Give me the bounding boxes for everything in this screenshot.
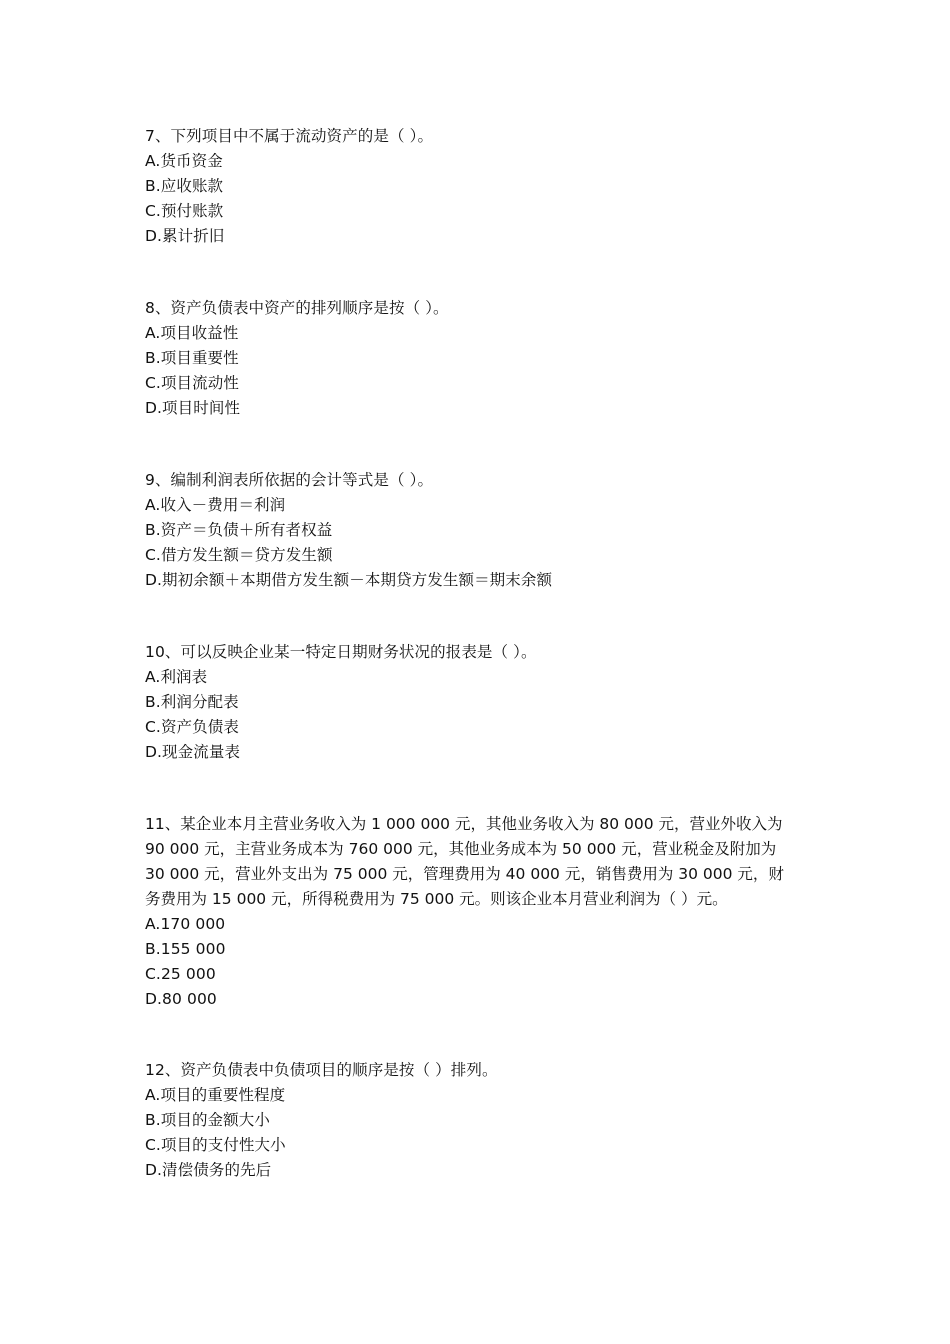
question-stem: 12、资产负债表中负债项目的顺序是按（ ）排列。 xyxy=(145,1061,498,1079)
question-11 xyxy=(145,812,815,1012)
option-d: D.期初余额＋本期借方发生额－本期贷方发生额＝期末余额 xyxy=(145,571,553,589)
question-10 xyxy=(145,640,815,765)
question-stem: 10、可以反映企业某一特定日期财务状况的报表是（ ）。 xyxy=(145,643,537,661)
option-c: C.25 000 xyxy=(145,965,216,983)
option-a: A.收入－费用＝利润 xyxy=(145,496,286,514)
option-d: D.累计折旧 xyxy=(145,227,225,245)
stem-line: 11、某企业本月主营业务收入为 1 000 000 元，其他业务收入为 80 000 元，营业外收入为 xyxy=(145,815,783,833)
option-a: A.项目收益性 xyxy=(145,324,239,342)
option-c: C.项目的支付性大小 xyxy=(145,1136,286,1154)
option-b: B.应收账款 xyxy=(145,177,224,195)
option-a: A.利润表 xyxy=(145,668,208,686)
option-c: C.项目流动性 xyxy=(145,374,239,392)
question-8 xyxy=(145,296,815,421)
question-12 xyxy=(145,1058,815,1183)
option-b: B.利润分配表 xyxy=(145,693,239,711)
option-d: D.项目时间性 xyxy=(145,399,241,417)
option-c: C.资产负债表 xyxy=(145,718,239,736)
stem-line: 90 000 元，主营业务成本为 760 000 元，其他业务成本为 50 000 元，营业税金及附加为 xyxy=(145,840,777,858)
stem-line: 30 000 元，营业外支出为 75 000 元，管理费用为 40 000 元，销售费用为 30 000 元，财 xyxy=(145,865,784,883)
question-7 xyxy=(145,124,815,249)
option-d: D.80 000 xyxy=(145,990,217,1008)
option-a: A.货币资金 xyxy=(145,152,223,170)
question-stem: 9、编制利润表所依据的会计等式是（ ）。 xyxy=(145,471,434,489)
option-c: C.预付账款 xyxy=(145,202,224,220)
option-d: D.现金流量表 xyxy=(145,743,241,761)
option-b: B.155 000 xyxy=(145,940,226,958)
option-b: B.项目的金额大小 xyxy=(145,1111,270,1129)
option-a: A.170 000 xyxy=(145,915,226,933)
option-b: B.项目重要性 xyxy=(145,349,239,367)
option-d: D.清偿债务的先后 xyxy=(145,1161,272,1179)
question-9 xyxy=(145,468,815,593)
option-a: A.项目的重要性程度 xyxy=(145,1086,286,1104)
option-b: B.资产＝负债＋所有者权益 xyxy=(145,521,333,539)
stem-line: 务费用为 15 000 元，所得税费用为 75 000 元。则该企业本月营业利润为（ ）元。 xyxy=(145,890,728,908)
option-c: C.借方发生额＝贷方发生额 xyxy=(145,546,333,564)
question-stem: 8、资产负债表中资产的排列顺序是按（ ）。 xyxy=(145,299,449,317)
question-stem xyxy=(145,812,810,912)
question-stem: 7、下列项目中不属于流动资产的是（ ）。 xyxy=(145,127,434,145)
